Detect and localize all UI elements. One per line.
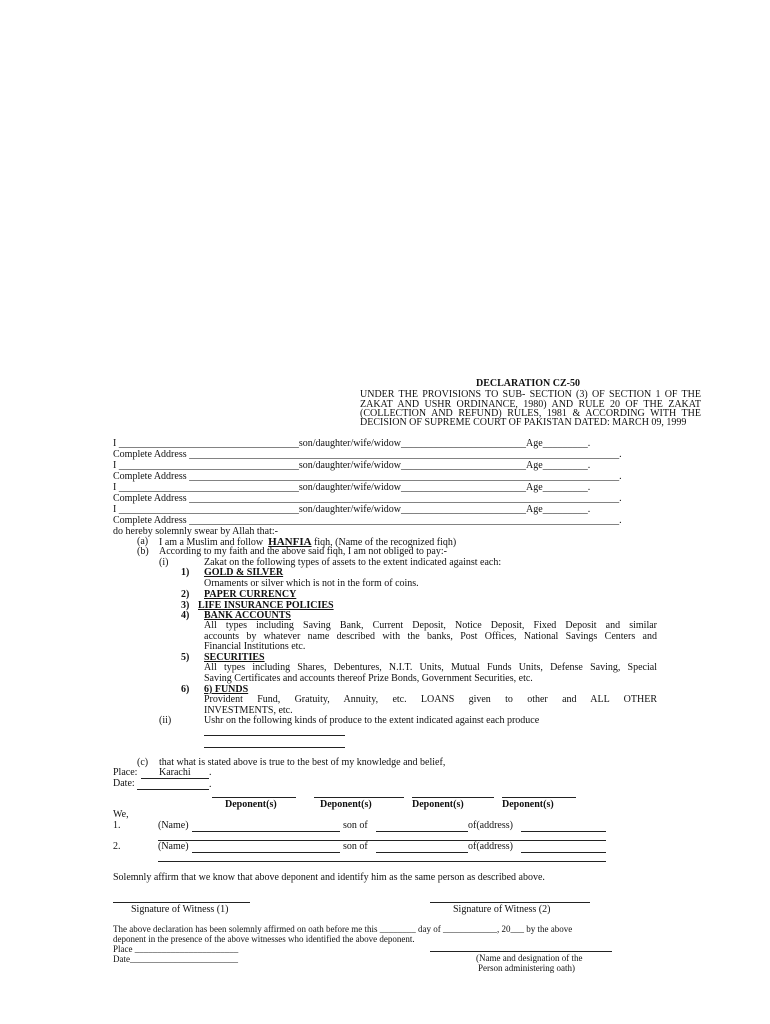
son-of-label: son of — [343, 841, 368, 852]
date-label: Date: — [113, 778, 135, 789]
declarant-name-line[interactable]: I ____________________________________son/daughter/wife/widow_________________________Age_________. — [113, 438, 591, 449]
deponent-signature-line[interactable] — [212, 797, 296, 798]
son-of-field[interactable] — [376, 852, 468, 853]
clause-a-pre: I am a Muslim and follow — [159, 537, 264, 548]
place-label: Place: — [113, 767, 138, 778]
date-field[interactable]: . — [137, 778, 212, 790]
asset-number: 3) — [181, 600, 190, 611]
witness-signature-line[interactable] — [430, 902, 590, 903]
we-label: We, — [113, 809, 129, 820]
fiqh-name: HANFIA — [268, 536, 312, 548]
declarant-address-line[interactable]: Complete Address ______________________________________________________________________________________. — [113, 515, 622, 526]
footer-line-1: The above declaration has been solemnly affirmed on oath before me this ________ day of ____________, 20___ by the above — [113, 924, 573, 934]
clause-ii-label: (ii) — [159, 715, 172, 726]
asset-title-paper-currency: PAPER CURRENCY — [204, 589, 297, 600]
address-field[interactable] — [521, 831, 606, 832]
person-name-label: (Name) — [158, 841, 189, 852]
deponent-signature-line[interactable] — [502, 797, 576, 798]
header-line-4: DECISION OF SUPREME COURT OF PAKISTAN DATED: MARCH 09, 1999 — [360, 417, 687, 428]
asset-desc-funds-2: INVESTMENTS, etc. — [204, 705, 293, 716]
address-continuation-line[interactable] — [158, 840, 606, 841]
declarant-address-line[interactable]: Complete Address ______________________________________________________________________________________. — [113, 449, 622, 460]
oath-text: do hereby solemnly swear by Allah that:- — [113, 526, 278, 537]
son-of-field[interactable] — [376, 831, 468, 832]
officer-signature-line[interactable] — [430, 951, 612, 952]
person-name-field[interactable] — [192, 831, 340, 832]
declarant-name-line[interactable]: I ____________________________________son/daughter/wife/widow_________________________Age_________. — [113, 482, 591, 493]
declaration-title: DECLARATION CZ-50 — [476, 378, 580, 389]
asset-desc-securities-2: Saving Certificates and accounts thereof Prize Bonds, Government Securities, etc. — [204, 673, 533, 684]
deponent-label: Deponent(s) — [225, 799, 277, 810]
deponent-label: Deponent(s) — [502, 799, 554, 810]
witness-2-label: Signature of Witness (2) — [453, 904, 551, 915]
clause-b-text: According to my faith and the above said fiqh, I am not obliged to pay:- — [159, 546, 447, 557]
footer-date[interactable]: Date________________________ — [113, 954, 238, 964]
deponent-label: Deponent(s) — [320, 799, 372, 810]
produce-field-line[interactable] — [204, 747, 345, 748]
header-line-2: ZAKAT AND USHR ORDINANCE, 1980) AND RULE 20 OF THE ZAKAT — [360, 399, 701, 410]
clause-i-text: Zakat on the following types of assets to the extent indicated against each: — [204, 557, 502, 568]
header-line-1: UNDER THE PROVISIONS TO SUB- SECTION (3) OF SECTION 1 OF THE — [360, 389, 701, 400]
asset-number: 5) — [181, 652, 190, 663]
date-field-line — [137, 778, 209, 790]
clause-a-label: (a) — [137, 536, 149, 547]
address-label: of(address) — [468, 841, 513, 852]
asset-title-insurance: LIFE INSURANCE POLICIES — [198, 600, 334, 611]
asset-number: 1) — [181, 567, 190, 578]
asset-number: 6) — [181, 684, 190, 695]
witness-1-label: Signature of Witness (1) — [131, 904, 229, 915]
officer-designation-1: (Name and designation of the — [476, 953, 583, 963]
person-number: 2. — [113, 841, 121, 852]
asset-title-gold: GOLD & SILVER — [204, 567, 284, 578]
witness-signature-line[interactable] — [113, 902, 250, 903]
deponent-signature-line[interactable] — [412, 797, 494, 798]
asset-title-bank: BANK ACCOUNTS — [204, 610, 291, 621]
son-of-label: son of — [343, 820, 368, 831]
person-name-field[interactable] — [192, 852, 340, 853]
declarant-name-line[interactable]: I ____________________________________son/daughter/wife/widow_________________________Age_________. — [113, 504, 591, 515]
footer-line-2: deponent in the presence of the above witnesses who identified the above deponent. — [113, 934, 415, 944]
asset-desc-securities-1: All types including Shares, Debentures, N.I.T. Units, Mutual Funds Units, Defense Saving, Special — [204, 662, 657, 673]
asset-desc-gold: Ornaments or silver which is not in the form of coins. — [204, 578, 419, 589]
person-number: 1. — [113, 820, 121, 831]
clause-i-label: (i) — [159, 557, 169, 568]
person-name-label: (Name) — [158, 820, 189, 831]
produce-field-line[interactable] — [204, 735, 345, 736]
officer-designation-2: Person administering oath) — [478, 963, 575, 973]
declarant-name-line[interactable]: I ____________________________________son/daughter/wife/widow_________________________Age_________. — [113, 460, 591, 471]
asset-desc-bank-2: accounts by whatever name described with the banks, Post Offices, National Savings Centers and — [204, 631, 657, 642]
clause-ii-text: Ushr on the following kinds of produce to the extent indicated against each produce — [204, 715, 540, 726]
clause-b-label: (b) — [137, 546, 149, 557]
affirmation-text: Solemnly affirm that we know that above deponent and identify him as the same person as described above. — [113, 872, 545, 883]
footer-place[interactable]: Place _______________________ — [113, 944, 239, 954]
deponent-label: Deponent(s) — [412, 799, 464, 810]
clause-a-post: fiqh, (Name of the recognized fiqh) — [314, 537, 457, 548]
place-field[interactable]: Karachi . — [141, 767, 212, 779]
asset-title-securities: SECURITIES — [204, 652, 265, 663]
deponent-signature-line[interactable] — [314, 797, 404, 798]
asset-desc-bank-3: Financial Institutions etc. — [204, 641, 306, 652]
asset-desc-bank-1: All types including Saving Bank, Current Deposit, Notice Deposit, Fixed Deposit and similar — [204, 620, 657, 631]
asset-number: 4) — [181, 610, 190, 621]
address-label: of(address) — [468, 820, 513, 831]
clause-c-label: (c) — [137, 757, 149, 768]
address-continuation-line[interactable] — [158, 861, 606, 862]
place-value: Karachi — [141, 767, 209, 779]
asset-number: 2) — [181, 589, 190, 600]
address-field[interactable] — [521, 852, 606, 853]
asset-desc-funds-1: Provident Fund, Gratuity, Annuity, etc. LOANS given to other and ALL OTHER — [204, 694, 657, 705]
header-line-3: (COLLECTION AND REFUND) RULES, 1981 & ACCORDING WITH THE — [360, 408, 701, 419]
declarant-address-line[interactable]: Complete Address ______________________________________________________________________________________. — [113, 471, 622, 482]
asset-title-funds: 6) FUNDS — [204, 684, 249, 695]
clause-c-text: that what is stated above is true to the best of my knowledge and belief, — [159, 757, 446, 768]
declarant-address-line[interactable]: Complete Address ______________________________________________________________________________________. — [113, 493, 622, 504]
